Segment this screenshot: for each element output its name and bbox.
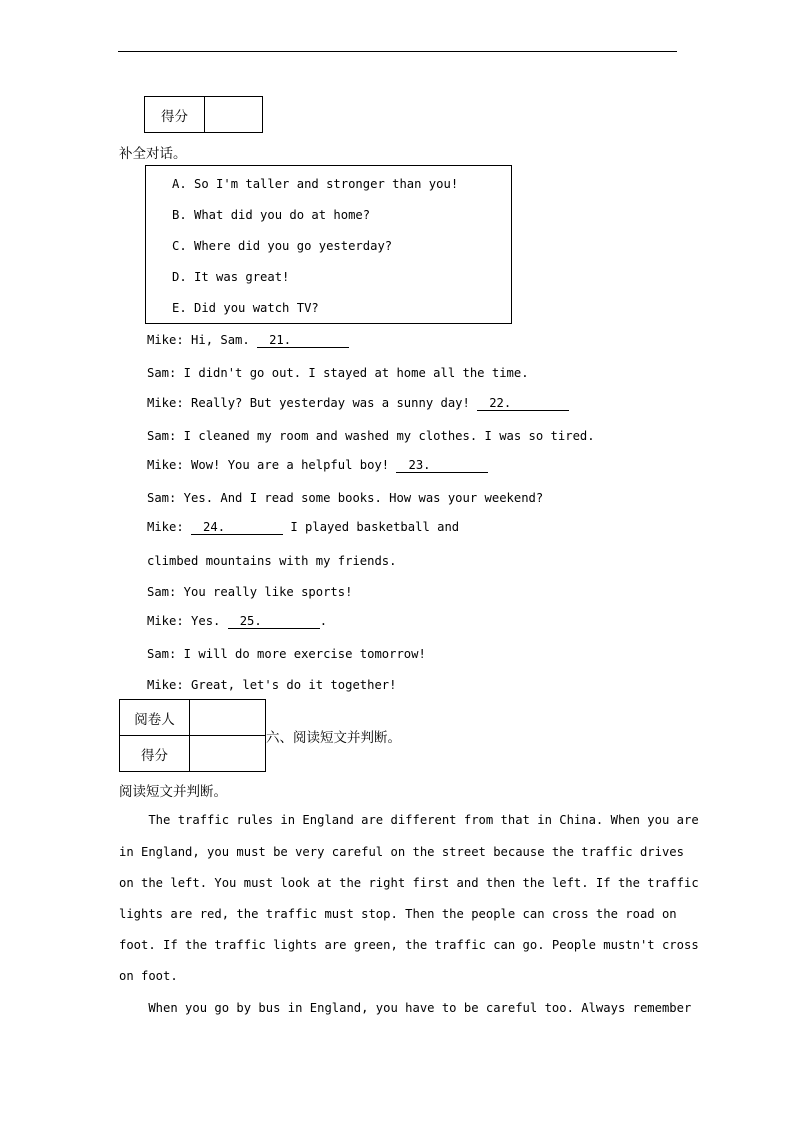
section-title: 六、阅读短文并判断。 (266, 730, 401, 746)
score-box-bottom (119, 699, 266, 772)
line-text: Mike: Really? But yesterday was a sunny day! (147, 396, 478, 410)
dialogue-line-3 (147, 396, 569, 411)
passage-line-5: foot. If the traffic lights are green, the traffic can go. People mustn't cross (119, 938, 699, 952)
header-rule (118, 51, 677, 52)
line-text: Mike: Hi, Sam. (147, 333, 258, 347)
score-value-cell[interactable] (205, 97, 263, 133)
line-text: Mike: Yes. (147, 614, 228, 628)
reviewer-value-cell[interactable] (190, 700, 266, 736)
option-a: A. So I'm taller and stronger than you! (172, 177, 459, 191)
option-c: C. Where did you go yesterday? (172, 239, 393, 253)
passage-line-3: on the left. You must look at the right first and then the left. If the traffic (119, 876, 699, 890)
option-b: B. What did you do at home? (172, 208, 371, 222)
dialogue-line-6: Sam: Yes. And I read some books. How was your weekend? (147, 491, 544, 505)
passage-line-6: on foot. (119, 969, 178, 983)
line-text: . (319, 614, 328, 628)
answer-blank-24[interactable]: 24. (191, 520, 283, 535)
score-value-cell[interactable] (190, 736, 266, 772)
dialogue-line-2: Sam: I didn't go out. I stayed at home all the time. (147, 366, 529, 380)
option-d: D. It was great! (172, 270, 290, 284)
dialogue-line-7 (147, 520, 459, 535)
dialogue-line-5 (147, 458, 488, 473)
instruction-text: 补全对话。 (119, 146, 187, 162)
dialogue-line-12: Mike: Great, let's do it together! (147, 678, 397, 692)
answer-blank-22[interactable]: 22. (477, 396, 569, 411)
dialogue-line-11: Sam: I will do more exercise tomorrow! (147, 647, 426, 661)
line-text: Mike: (147, 520, 192, 534)
dialogue-line-9: Sam: You really like sports! (147, 585, 353, 599)
dialogue-line-1 (147, 333, 349, 348)
score-label: 得分 (145, 97, 205, 133)
score-box-top (144, 96, 263, 133)
answer-blank-21[interactable]: 21. (257, 333, 349, 348)
answer-blank-23[interactable]: 23. (396, 458, 488, 473)
passage-line-7: When you go by bus in England, you have to be careful too. Always remember (119, 1001, 692, 1015)
line-text: I played basketball and (283, 520, 460, 534)
passage-line-4: lights are red, the traffic must stop. Then the people can cross the road on (119, 907, 677, 921)
option-e: E. Did you watch TV? (172, 301, 319, 315)
section-instruction: 阅读短文并判断。 (119, 784, 227, 800)
line-text: Mike: Wow! You are a helpful boy! (147, 458, 397, 472)
dialogue-line-8: climbed mountains with my friends. (147, 554, 397, 568)
passage-line-1: The traffic rules in England are different from that in China. When you are (119, 813, 699, 827)
reviewer-label: 阅卷人 (120, 700, 190, 736)
passage-line-2: in England, you must be very careful on the street because the traffic drives (119, 845, 684, 859)
dialogue-line-4: Sam: I cleaned my room and washed my clothes. I was so tired. (147, 429, 595, 443)
dialogue-line-10 (147, 614, 327, 629)
answer-blank-25[interactable]: 25. (228, 614, 320, 629)
score-label: 得分 (120, 736, 190, 772)
